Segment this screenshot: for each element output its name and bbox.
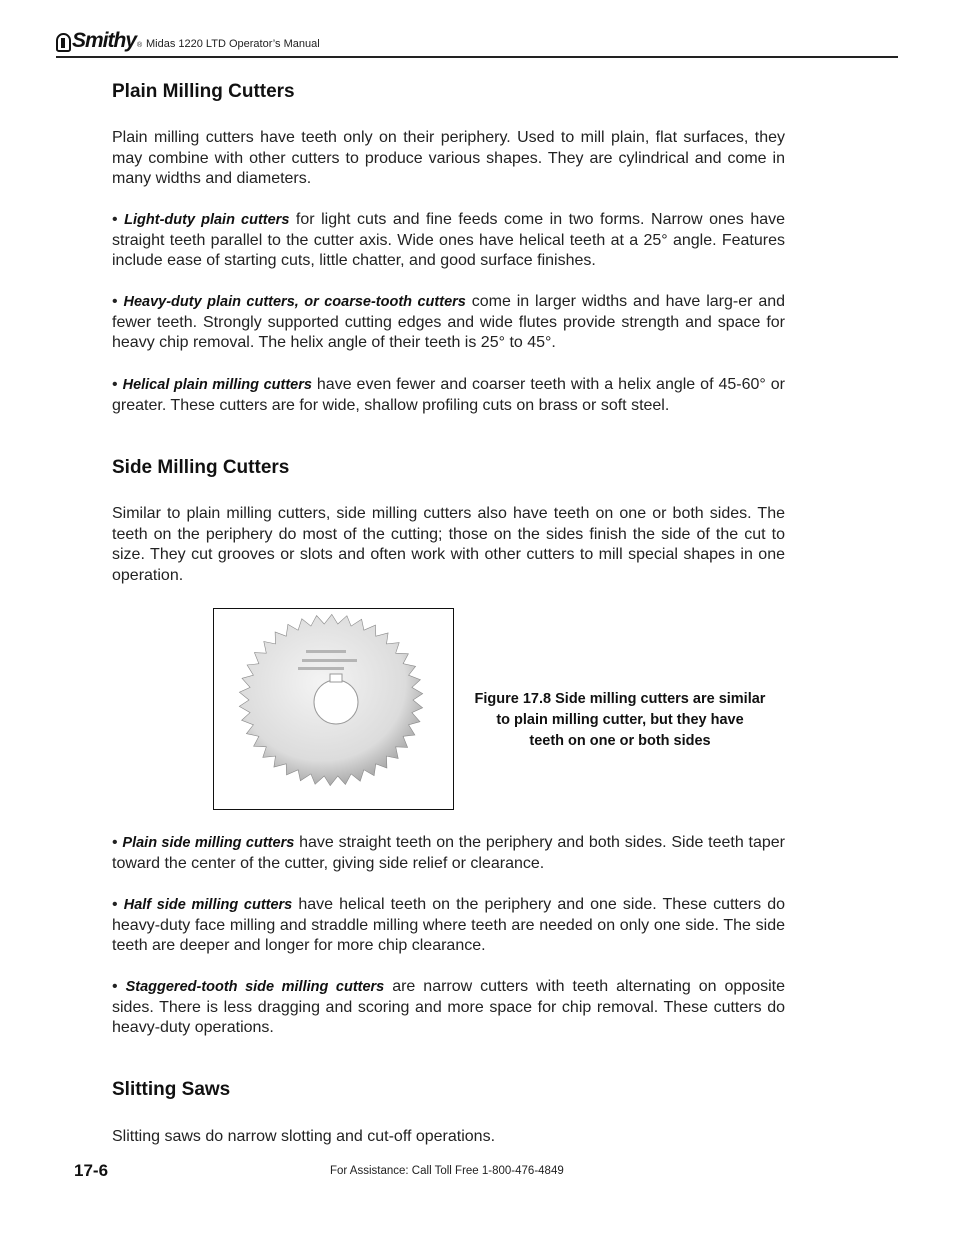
bullet: • [112,293,118,310]
bullet: • [112,896,118,913]
bullet-text: have helical teeth on the periphery and one side. These cutters do heavy-duty face milling and straddle milling where teeth are needed on only one side. The side teeth are deeper and longer for more chip clearance. [112,896,785,954]
bullet-heavy-duty [112,292,785,354]
term: Helical plain milling cutters [122,377,312,393]
paragraph-plain-intro: Plain milling cutters have teeth only on their periphery. Used to mill plain, flat surfaces, they may combine with other cutters to produce various shapes. They are cylindrical and come in many widths and diameters. [112,129,785,187]
cutter-marking [302,659,357,662]
bullet-half-side [112,895,785,957]
section-title-side: Side Milling Cutters [112,457,290,478]
figure-side-milling-cutter [213,608,454,810]
page-number: 17-6 [74,1161,109,1180]
bullet: • [112,834,118,851]
bullet-text: have straight teeth on the periphery and both sides. Side teeth taper toward the center of the cutter, giving side relief or clearance. [112,834,785,872]
bullet-light-duty [112,210,785,272]
assistance-line: For Assistance: Call Toll Free 1-800-476-4849 [330,1165,564,1177]
term: Heavy-duty plain cutters, or coarse-tooth cutters [123,294,466,310]
manual-title: Midas 1220 LTD Operator’s Manual [146,38,320,50]
page-header [56,26,898,58]
bullet: • [112,978,118,995]
term: Light-duty plain cutters [124,212,290,228]
bullet-text: come in larger widths and have larg-er and fewer teeth. Strongly supported cutting edges and wide flutes provide strength and space for heavy chip removal. The helix angle of their teeth is 25° to 45°. [112,293,786,351]
side-milling-cutter-image [214,609,453,809]
bullet-text: are narrow cutters with teeth alternating on opposite sides. There is less dragging and scoring and more space for chip removal. These cutters do heavy-duty operations. [112,978,785,1036]
caption-line: to plain milling cutter, but they have [496,712,744,728]
bullet: • [112,211,118,228]
term: Staggered-tooth side milling cutters [125,979,385,995]
paragraph-side-intro: Similar to plain milling cutters, side milling cutters also have teeth on one or both sides. The teeth on the periphery do most of the cutting; those on the sides finish the side of the cut to size. They cut grooves or slots and often work with other cutters to mill special shapes in one operation. [112,505,785,584]
bullet-text: have even fewer and coarser teeth with a helix angle of 45-60° or greater. These cutters are for wide, shallow profiling cuts on brass or soft steel. [112,376,786,414]
cutter-marking [298,667,344,670]
registered-mark: ® [137,42,143,49]
bullet-plain-side [112,833,785,874]
smithy-logo [56,26,142,52]
bullet-helical [112,375,785,416]
keyway [330,674,342,682]
section-title-slitting: Slitting Saws [112,1079,231,1100]
caption-line: Figure 17.8 Side milling cutters are similar [474,691,766,707]
term: Half side milling cutters [123,897,293,913]
bullet-text: for light cuts and fine feeds come in two forms. Narrow ones have straight teeth parallel to the cutter axis. Wide ones have helical teeth at a 25° angle. Features include ease of starting cuts, little chatter, and good surface finishes. [112,211,786,269]
smithy-logo-icon [56,33,71,52]
paragraph-slitting-intro: Slitting saws do narrow slotting and cut-off operations. [112,1128,496,1145]
term: Plain side milling cutters [122,835,295,851]
bullet: • [112,376,118,393]
logo-text: Smithy [72,29,137,52]
arbor-hole [314,680,358,724]
figure-caption [462,689,778,752]
caption-line: teeth on one or both sides [529,733,711,749]
bullet-staggered-tooth [112,977,785,1039]
cutter-marking [306,650,346,653]
section-title-plain: Plain Milling Cutters [112,81,295,102]
